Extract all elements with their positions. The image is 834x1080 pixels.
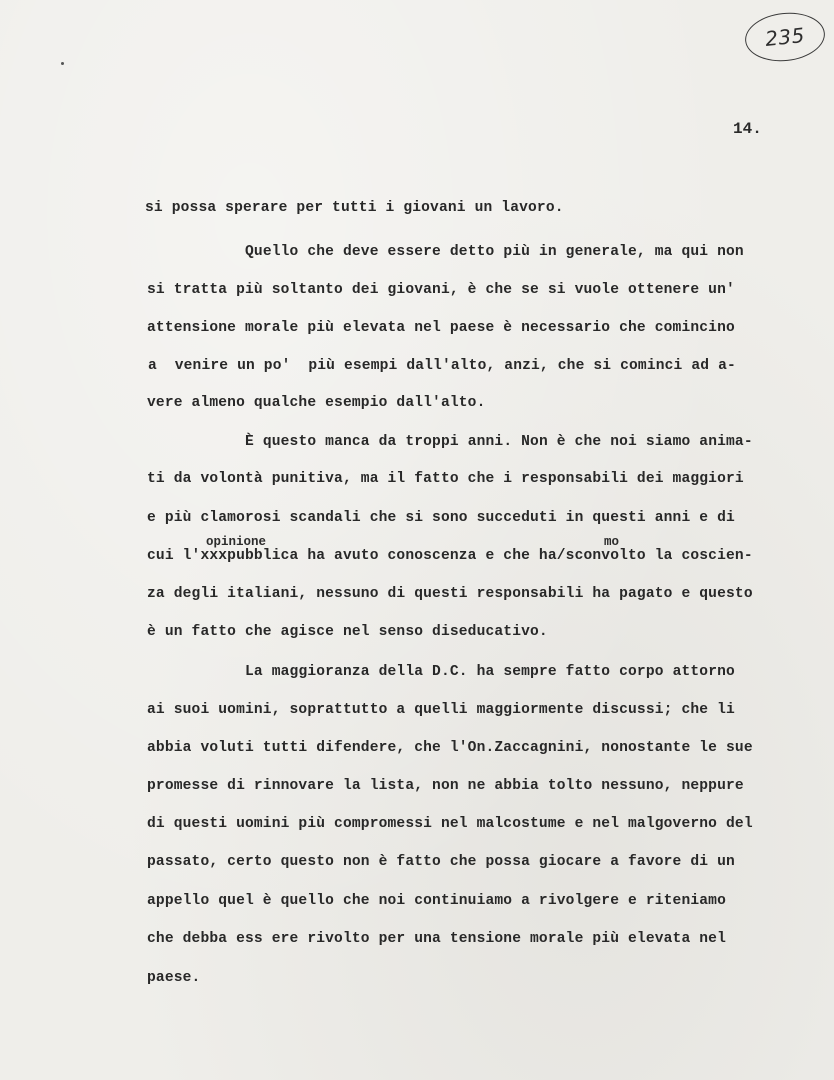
text-line: che debba ess ere rivolto per una tensione morale più elevata nel (147, 931, 726, 947)
page-number: 14. (733, 120, 762, 138)
interlinear-correction-mo: mo (604, 535, 620, 549)
archive-number-stamp (743, 9, 828, 65)
text-line: La maggioranza della D.C. ha sempre fatto corpo attorno (245, 664, 735, 680)
text-line: ai suoi uomini, soprattutto a quelli maggiormente discussi; che li (147, 702, 735, 718)
text-line: si tratta più soltanto dei giovani, è che se si vuole ottenere un' (147, 282, 735, 298)
text-line: promesse di rinnovare la lista, non ne abbia tolto nessuno, neppure (147, 778, 744, 794)
text-line: za degli italiani, nessuno di questi responsabili ha pagato e questo (147, 586, 753, 602)
text-line: attensione morale più elevata nel paese è necessario che comincino (147, 320, 735, 336)
text-line: cui l'xxxpubblica ha avuto conoscenza e che ha/sconvolto la coscien- (147, 548, 753, 564)
text-line: è un fatto che agisce nel senso diseducativo. (147, 624, 548, 640)
interlinear-correction-opinione: opinione (206, 535, 267, 549)
archive-number: 235 (764, 22, 806, 52)
text-line: Quello che deve essere detto più in generale, ma qui non (245, 244, 744, 260)
text-line: È questo manca da troppi anni. Non è che noi siamo anima- (245, 434, 753, 450)
text-line: ti da volontà punitiva, ma il fatto che i responsabili dei maggiori (147, 471, 744, 487)
text-line: passato, certo questo non è fatto che possa giocare a favore di un (147, 854, 735, 870)
ink-speck (61, 62, 64, 65)
text-line: paese. (147, 970, 201, 986)
text-line: abbia voluti tutti difendere, che l'On.Zaccagnini, nonostante le sue (147, 740, 753, 756)
text-line: appello quel è quello che noi continuiamo a rivolgere e riteniamo (147, 893, 726, 909)
text-line: a venire un po' più esempi dall'alto, anzi, che si cominci ad a- (148, 358, 736, 374)
text-line: e più clamorosi scandali che si sono succeduti in questi anni e di (147, 510, 735, 526)
text-line: vere almeno qualche esempio dall'alto. (147, 395, 486, 411)
text-line: si possa sperare per tutti i giovani un lavoro. (145, 200, 564, 216)
text-line: di questi uomini più compromessi nel malcostume e nel malgoverno del (147, 816, 753, 832)
